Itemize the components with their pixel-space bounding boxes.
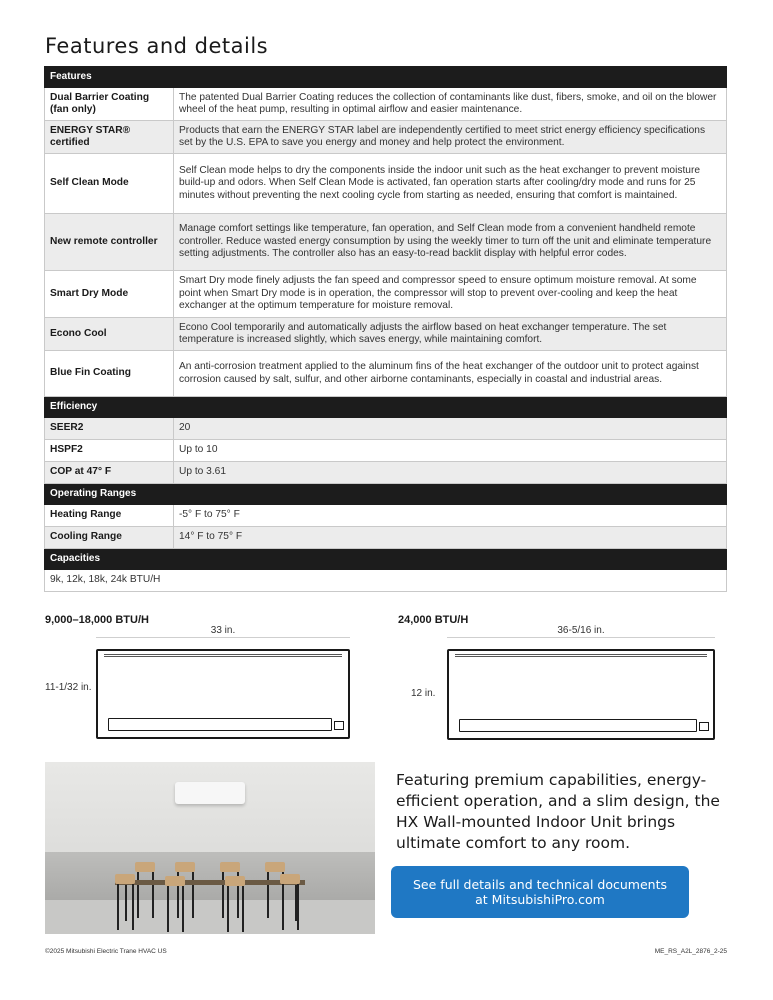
section-title: Operating Ranges xyxy=(45,484,727,505)
dimension-width-large: 36-5/16 in. xyxy=(557,625,605,636)
spec-label: Cooling Range xyxy=(45,527,174,549)
unit-vent xyxy=(459,719,697,732)
cta-label[interactable]: See full details and technical documents at MitsubishiPro.com xyxy=(413,877,667,907)
spec-label: COP at 47° F xyxy=(45,462,174,484)
spec-value: Up to 3.61 xyxy=(174,462,727,484)
section-title: Capacities xyxy=(45,549,727,570)
section-header-capacities xyxy=(45,549,727,570)
table-row xyxy=(45,351,727,397)
unit-vent xyxy=(108,718,332,731)
room-photo xyxy=(45,762,375,934)
spec-value: 14° F to 75° F xyxy=(174,527,727,549)
section-header-efficiency xyxy=(45,397,727,418)
photo-chair xyxy=(115,874,135,930)
section-header-operating-ranges xyxy=(45,484,727,505)
section-title: Features xyxy=(45,67,727,88)
feature-label: Blue Fin Coating xyxy=(45,351,174,397)
width-guide-line xyxy=(447,637,715,638)
table-row xyxy=(45,214,727,271)
footer-copyright: ©2025 Mitsubishi Electric Trane HVAC US xyxy=(45,948,167,955)
photo-chair xyxy=(225,876,245,932)
feature-label: Econo Cool xyxy=(45,318,174,351)
feature-text: Self Clean mode helps to dry the components inside the indoor unit such as the heat exchanger to prevent moisture build-up and odors. When Self Clean Mode is activated, fan operation starts after cooling/dry mode and runs for 25 minutes without preventing the next cooling cycle from starting as needed, ensuring that comfort is maintained. xyxy=(174,154,727,214)
spec-value: 20 xyxy=(174,418,727,440)
dimension-height-large: 12 in. xyxy=(411,688,436,699)
feature-label: New remote controller xyxy=(45,214,174,271)
unit-top-stripe xyxy=(104,654,342,657)
photo-table xyxy=(115,880,305,885)
unit-top-stripe xyxy=(455,654,707,657)
spec-table xyxy=(44,66,727,592)
feature-text: Econo Cool temporarily and automatically adjusts the airflow based on heat exchanger temperature. The set temperature is increased slightly, which saves energy, while maintaining comfort. xyxy=(174,318,727,351)
feature-label: Self Clean Mode xyxy=(45,154,174,214)
table-row xyxy=(45,318,727,351)
table-row xyxy=(45,527,727,549)
indoor-unit-drawing-large xyxy=(447,649,715,740)
feature-text: An anti-corrosion treatment applied to the aluminum fins of the heat exchanger of the outdoor unit to protect against corrosion caused by salt, sulfur, and other airborne contaminants, especially in coastal and industrial areas. xyxy=(174,351,727,397)
table-row xyxy=(45,418,727,440)
unit-badge-icon xyxy=(699,722,709,731)
photo-chair xyxy=(135,862,155,918)
feature-text: Smart Dry mode finely adjusts the fan speed and compressor speed to ensure optimum moisture removal. At some point when Smart Dry mode is in operation, the compressor will stop to prevent over-cooling and keep the heat exchanger at the optimum temperature for moisture removal. xyxy=(174,271,727,318)
spec-label: SEER2 xyxy=(45,418,174,440)
table-row xyxy=(45,88,727,121)
capacities-value: 9k, 12k, 18k, 24k BTU/H xyxy=(45,570,727,592)
page-title: Features and details xyxy=(45,34,269,58)
dimension-title-large: 24,000 BTU/H xyxy=(398,614,469,626)
section-title: Efficiency xyxy=(45,397,727,418)
promo-text: Featuring premium capabilities, energy-efficient operation, and a slim design, the HX Wall-mounted Indoor Unit brings ultimate comfort to any room. xyxy=(396,771,720,852)
photo-chair xyxy=(165,876,185,932)
feature-label: Smart Dry Mode xyxy=(45,271,174,318)
cta-button[interactable] xyxy=(391,866,689,918)
section-header-features xyxy=(45,67,727,88)
photo-floor xyxy=(45,900,375,934)
spec-label: HSPF2 xyxy=(45,440,174,462)
spec-label: Heating Range xyxy=(45,505,174,527)
feature-label: Dual Barrier Coating (fan only) xyxy=(45,88,174,121)
indoor-unit-drawing-small xyxy=(96,649,350,739)
spec-value: -5° F to 75° F xyxy=(174,505,727,527)
unit-badge-icon xyxy=(334,721,344,730)
feature-text: Manage comfort settings like temperature, fan operation, and Self Clean mode from a convenient handheld remote controller. Reduce wasted energy consumption by using the weekly timer to turn off the unit and eliminate temperature setting adjustments. The controller also has an easy-to-read backlit display with helpful error codes. xyxy=(174,214,727,271)
dimension-title-small: 9,000–18,000 BTU/H xyxy=(45,614,149,626)
photo-chair xyxy=(280,874,300,930)
table-row xyxy=(45,440,727,462)
feature-text: Products that earn the ENERGY STAR label are independently certified to meet strict energy efficiency specifications set by the U.S. EPA to save you energy and money and help protect the environment. xyxy=(174,121,727,154)
table-row xyxy=(45,154,727,214)
width-guide-line xyxy=(96,637,350,638)
feature-label: ENERGY STAR® certified xyxy=(45,121,174,154)
table-row xyxy=(45,462,727,484)
photo-ac-unit xyxy=(175,782,245,804)
footer-code: ME_RS_A2L_2876_2-25 xyxy=(654,948,727,955)
table-row xyxy=(45,570,727,592)
table-row xyxy=(45,271,727,318)
dimension-height-small: 11-1/32 in. xyxy=(45,682,92,693)
dimension-width-small: 33 in. xyxy=(210,625,236,636)
feature-text: The patented Dual Barrier Coating reduces the collection of contaminants like dust, fibers, smoke, and oil on the blower wheel of the heat pump, resulting in optimal airflow and easier maintenance. xyxy=(174,88,727,121)
spec-value: Up to 10 xyxy=(174,440,727,462)
table-row xyxy=(45,121,727,154)
table-row xyxy=(45,505,727,527)
